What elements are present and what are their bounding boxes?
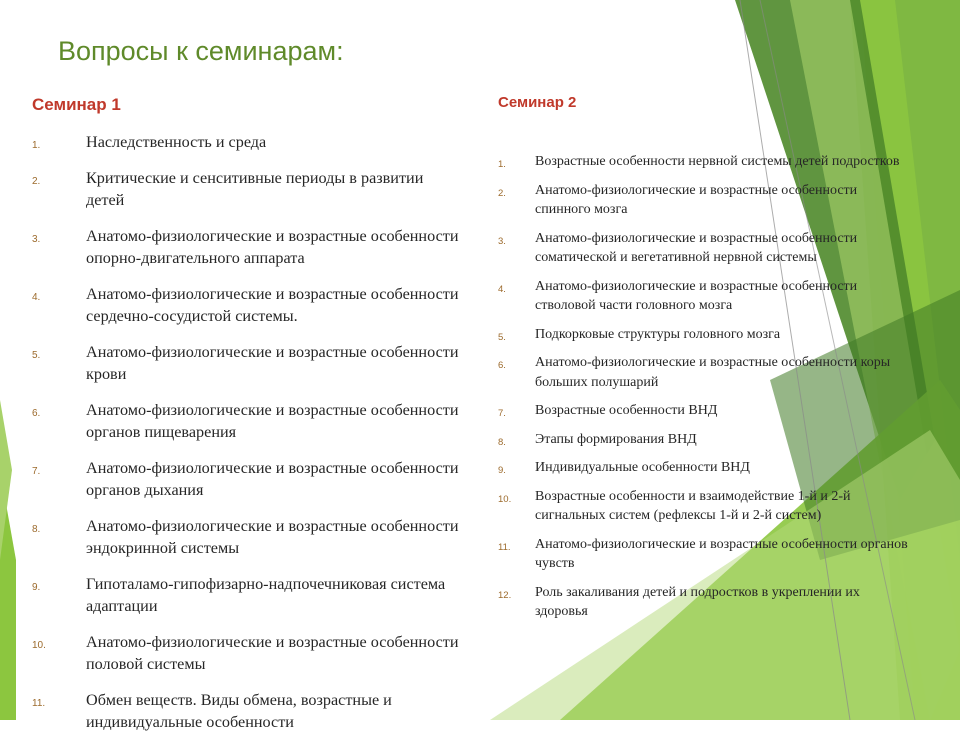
item-number: 6. [32,408,41,419]
item-text: Анатомо-физиологические и возрастные особенности крови [86,343,459,383]
item-number: 1. [32,140,41,151]
list-item [498,325,913,345]
list-item [32,515,462,559]
list-item [498,152,913,172]
item-text: Анатомо-физиологические и возрастные особенности органов чувств [535,536,908,571]
item-number: 2. [32,176,41,187]
item-text: Анатомо-физиологические и возрастные особенности стволовой части головного мозга [535,278,858,313]
list-item [32,689,462,733]
seminar-2-heading: Семинар 2 [498,94,577,111]
item-number: 9. [498,465,506,476]
item-number: 8. [498,436,506,448]
item-text: Критические и сенситивные периоды в развитии детей [86,169,424,209]
item-number: 7. [32,466,41,477]
list-item [498,430,913,450]
list-item [498,353,913,392]
item-text: Возрастные особенности и взаимодействие 1-й и 2-й сигнальных систем (рефлексы 1-й и 2-й систем) [535,488,851,523]
item-text: Анатомо-физиологические и возрастные особенности спинного мозга [535,182,858,217]
item-text: Анатомо-физиологические и возрастные особенности половой системы [86,633,459,673]
slide-title: Вопросы к семинарам: [58,36,344,66]
item-text: Анатомо-физиологические и возрастные особенности эндокринной системы [86,517,459,557]
item-text: Анатомо-физиологические и возрастные особенности органов дыхания [86,459,459,499]
item-number: 4. [32,292,41,303]
list-item [32,167,462,211]
item-number: 5. [32,350,41,361]
list-item [32,573,462,617]
item-text: Этапы формирования ВНД [535,431,697,447]
list-item [32,131,462,153]
list-item [32,341,462,385]
item-number: 3. [498,235,506,247]
seminar-2-list [498,152,913,622]
item-text: Роль закаливания детей и подростков в укреплении их здоровья [535,584,860,619]
list-item [498,401,913,421]
item-text: Наследственность и среда [86,133,267,151]
item-text: Обмен веществ. Виды обмена, возрастные и индивидуальные особенности [86,691,392,731]
item-number: 5. [498,331,506,343]
list-item [498,583,913,622]
item-text: Возрастные особенности нервной системы детей подростков [535,154,900,169]
item-number: 10. [32,640,46,651]
list-item [32,457,462,501]
item-text: Гипоталамо-гипофизарно-надпочечниковая система адаптации [86,575,446,615]
list-item [32,399,462,443]
item-number: 11. [32,698,46,709]
item-text: Анатомо-физиологические и возрастные особенности органов пищеварения [86,401,459,441]
item-number: 3. [32,234,41,245]
list-item [498,458,913,478]
list-item [498,181,913,220]
list-item [32,283,462,327]
item-number: 6. [498,360,506,371]
seminar-1-list [32,131,462,733]
seminar-1-heading: Семинар 1 [32,95,121,114]
list-item [498,487,913,526]
list-item [498,277,913,316]
item-text: Анатомо-физиологические и возрастные особенности сердечно-сосудистой системы. [86,285,459,325]
item-number: 10. [498,493,512,505]
list-item [498,535,913,574]
item-text: Анатомо-физиологические и возрастные особенности соматической и вегетативной нервной системы [535,230,858,265]
item-text: Индивидуальные особенности ВНД [535,460,750,475]
item-number: 9. [32,582,41,593]
item-number: 11. [498,541,511,553]
item-number: 7. [498,408,506,419]
list-item [32,225,462,269]
item-number: 12. [498,589,512,601]
item-number: 1. [498,159,506,170]
list-item [498,229,913,268]
item-text: Подкорковые структуры головного мозга [535,326,781,342]
item-number: 2. [498,187,506,199]
item-text: Возрастные особенности ВНД [535,403,718,418]
item-number: 4. [498,283,506,295]
item-text: Анатомо-физиологические и возрастные особенности опорно-двигательного аппарата [86,227,459,267]
item-text: Анатомо-физиологические и возрастные особенности коры больших полушарий [535,355,891,390]
item-number: 8. [32,524,41,535]
list-item [32,631,462,675]
